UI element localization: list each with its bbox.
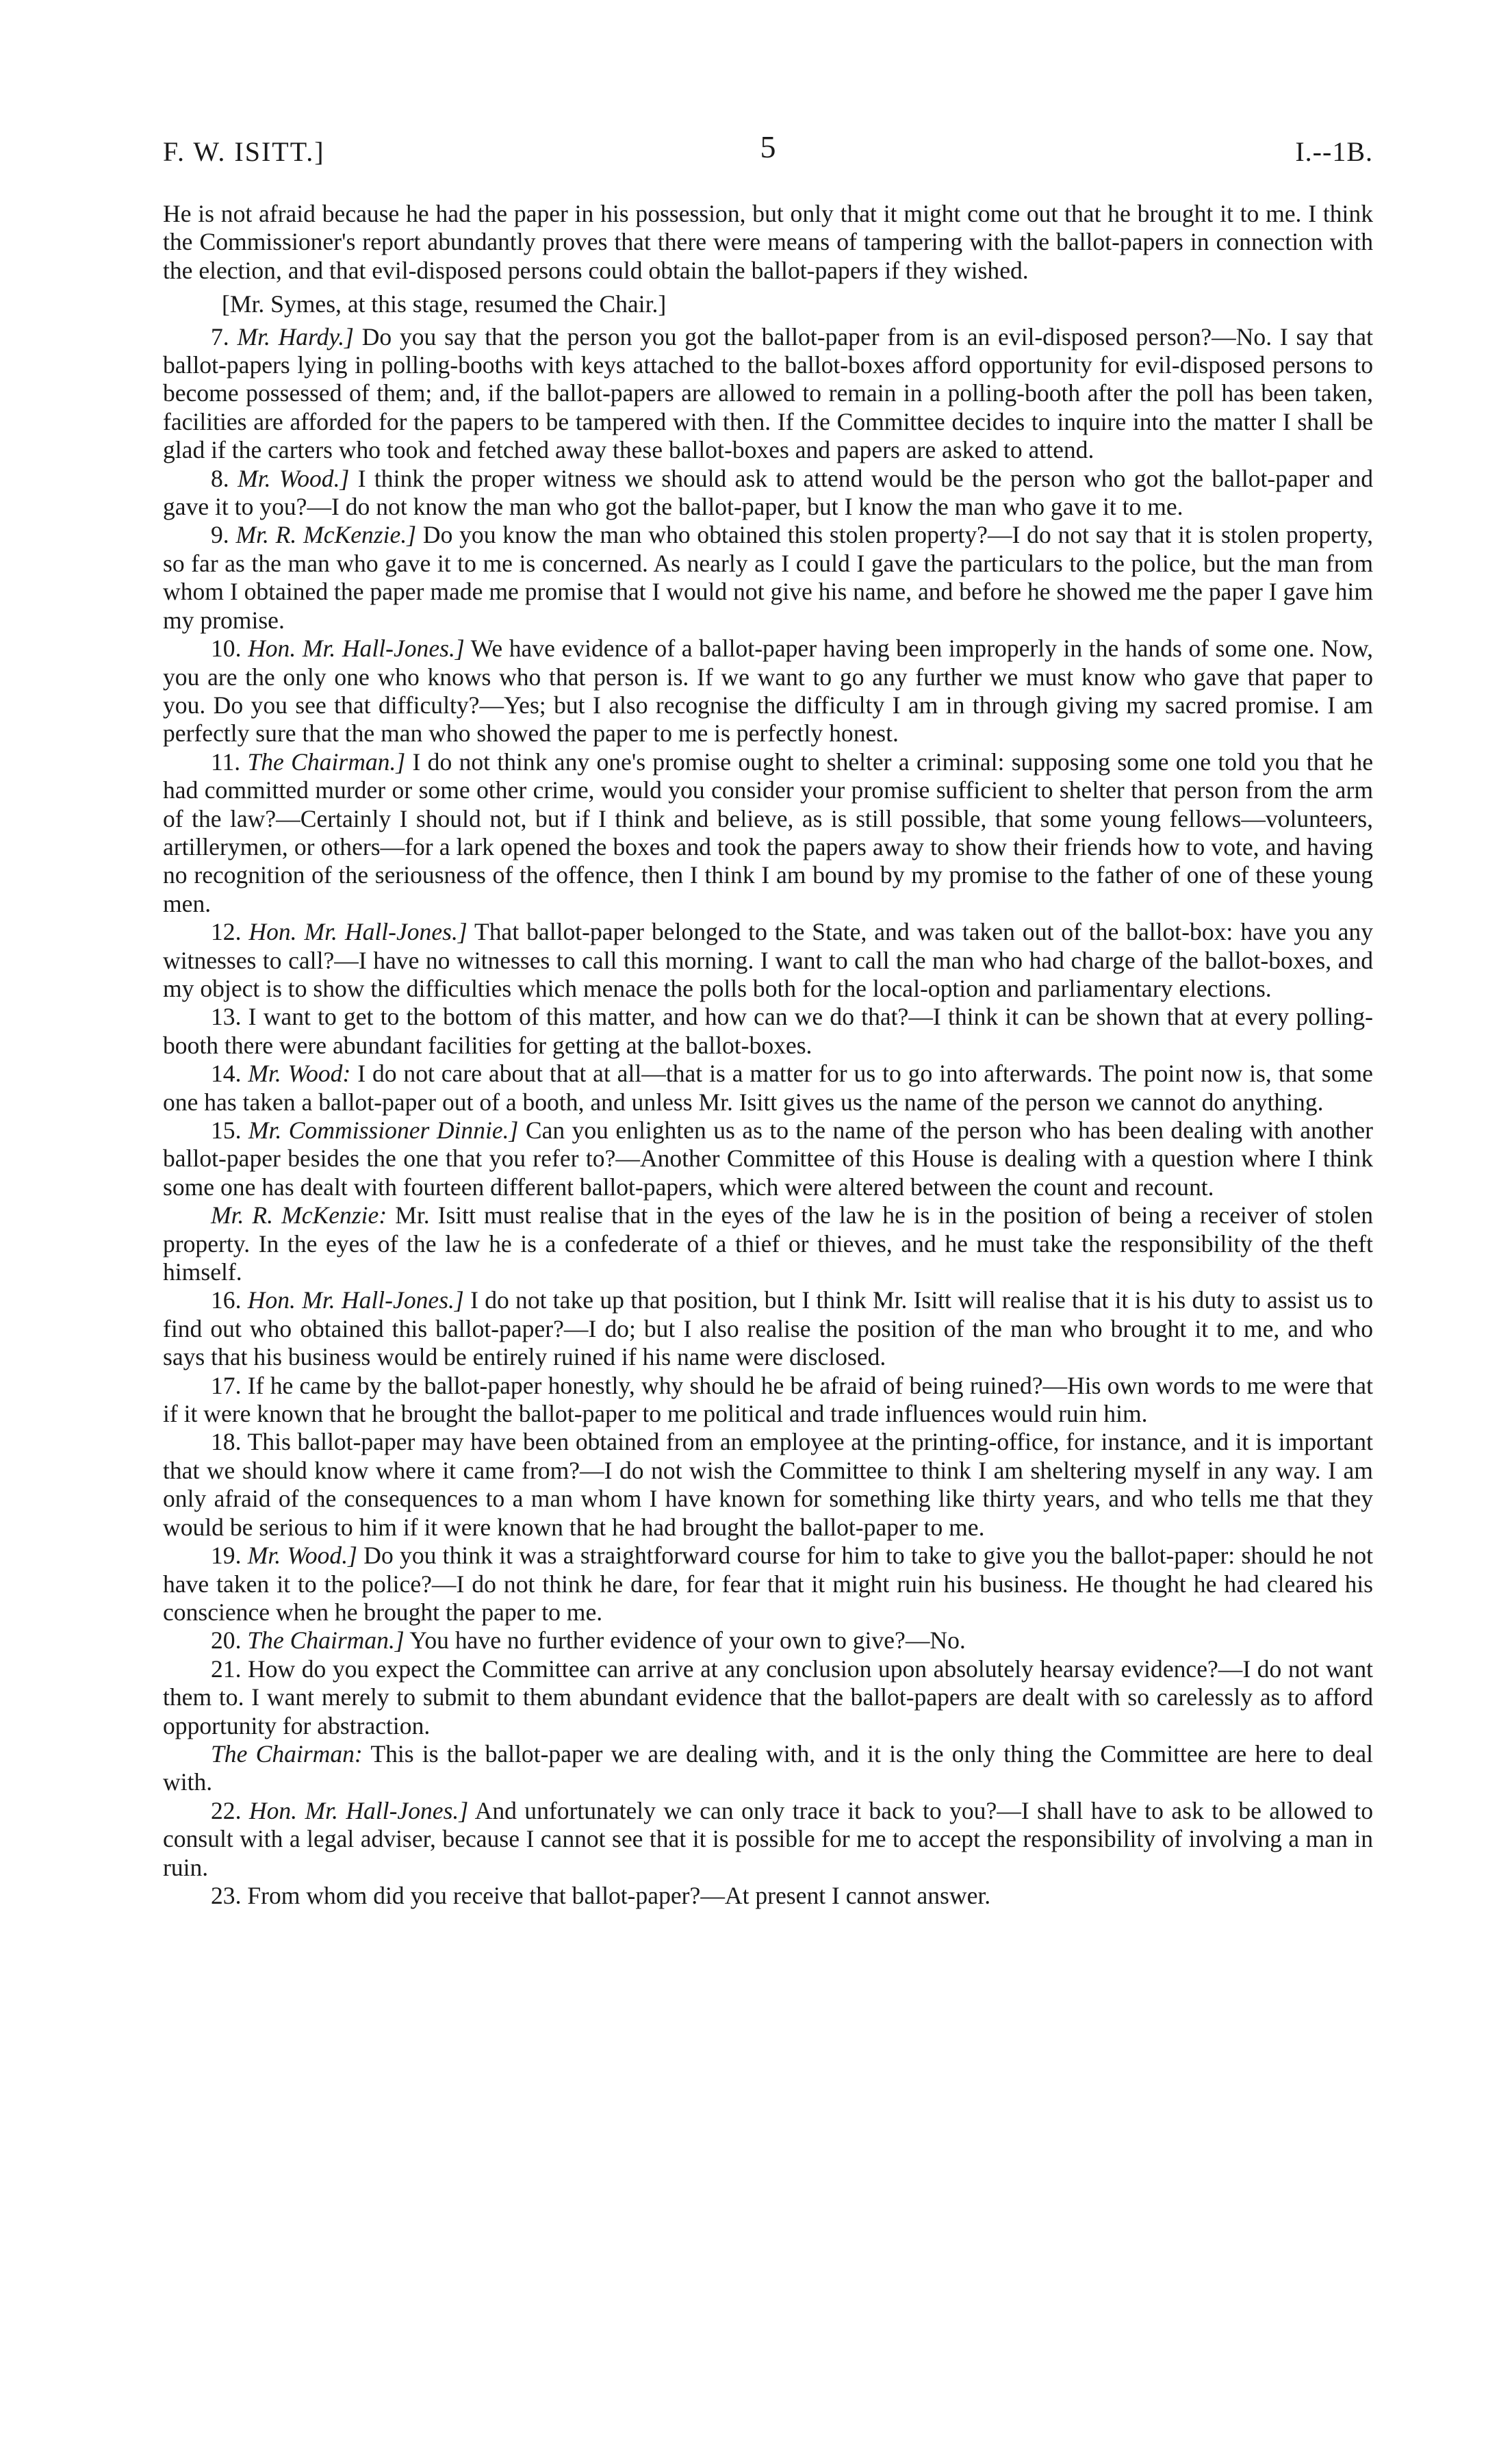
question-number: 8.: [211, 464, 238, 492]
speaker-name: Mr. Wood:: [248, 1060, 351, 1088]
speaker-name: Hon. Mr. Hall-Jones.]: [248, 918, 467, 946]
question-list: [163, 323, 1373, 1911]
speaker-name: Mr. Commissioner Dinnie.]: [248, 1116, 519, 1144]
question-number: 22.: [211, 1796, 249, 1824]
question-paragraph: [163, 1003, 1373, 1060]
transcript-body: [163, 200, 1373, 1910]
question-paragraph: [163, 1655, 1373, 1740]
speaker-name: Mr. Hardy.]: [237, 322, 354, 350]
question-number: 15.: [211, 1116, 248, 1144]
question-text: Do you know the man who obtained this stolen property?—I do not say that it is stolen property, so far as the man who gave it to me is concerned. As nearly as I could I gave the particulars to the police, but the man from whom I obtained the paper made me promise that I would not give his name, and before he showed me the paper I gave him my promise.: [163, 521, 1374, 634]
question-text: Do you say that the person you got the ballot-paper from is an evil-disposed person?—No. I say that ballot-papers lying in polling-booths with keys attached to the ballot-boxes afford opportunity for evil-disposed persons to become possessed of them; and, if the ballot-papers are allowed to remain in a polling-booth after the poll has been taken, facilities are afforded for the papers to be tampered with then. If the Committee decides to inquire into the matter I shall be glad if the carters who took and fetched away these ballot-boxes and papers are asked to attend.: [163, 322, 1373, 464]
question-text: And unfortunately we can only trace it back to you?—I shall have to ask to be allowed to consult with a legal adviser, because I cannot see that it is possible for me to accept the responsibility of involving a man in ruin.: [163, 1796, 1373, 1881]
question-paragraph: [163, 918, 1373, 1003]
question-number: 13.: [211, 1003, 248, 1031]
question-text: Mr. Isitt must realise that in the eyes of the law he is in the position of being a receiver of stolen property. In the eyes of the law he is a confederate of a thief or thieves, and he must take the responsibility of the theft himself.: [163, 1201, 1373, 1286]
question-paragraph: [163, 1542, 1373, 1626]
question-number: 9.: [211, 521, 236, 549]
question-paragraph: [163, 748, 1373, 918]
question-number: 19.: [211, 1542, 248, 1570]
speaker-name: Hon. Mr. Hall-Jones.]: [247, 1286, 464, 1314]
question-text: This is the ballot-paper we are dealing with, and it is the only thing the Committee are here to deal with.: [163, 1739, 1374, 1796]
question-text: I want to get to the bottom of this matter, and how can we do that?—I think it can be shown that at every polling-booth there were abundant facilities for getting at the ballot-boxes.: [163, 1003, 1373, 1059]
stage-direction: [Mr. Symes, at this stage, resumed the Chair.]: [222, 290, 667, 318]
question-paragraph: [163, 323, 1373, 465]
question-number: 21.: [211, 1655, 248, 1683]
question-number: 23.: [211, 1881, 248, 1909]
speaker-name: Mr. R. McKenzie:: [211, 1201, 387, 1229]
question-text: From whom did you receive that ballot-paper?—At present I cannot answer.: [247, 1881, 991, 1909]
question-number: 14.: [211, 1060, 248, 1088]
question-paragraph: [163, 1286, 1373, 1371]
question-paragraph: [163, 521, 1373, 635]
question-paragraph: [163, 635, 1373, 748]
speaker-name: The Chairman:: [211, 1739, 363, 1768]
question-number: 11.: [211, 748, 248, 776]
page-header: [163, 129, 1373, 170]
question-text: How do you expect the Committee can arrive at any conclusion upon absolutely hearsay evidence?—I do not want them to. I want merely to submit to them abundant evidence that the ballot-papers are dealt with so carelessly as to afford opportunity for abstraction.: [163, 1655, 1373, 1739]
question-number: 16.: [211, 1286, 248, 1314]
question-paragraph: [163, 1428, 1373, 1542]
question-paragraph: [163, 1797, 1373, 1882]
question-number: 10.: [211, 635, 248, 663]
question-paragraph: [163, 1740, 1373, 1797]
question-paragraph: [163, 1626, 1373, 1655]
question-text: This ballot-paper may have been obtained from an employee at the printing-office, for instance, and it is important that we should know where it came from?—I do not wish the Committee to think I am sheltering myself in any way. I am only afraid of the consequences to a man whom I have known for something like thirty years, and who tells me that they would be serious to him if it were known that he had brought the ballot-paper to me.: [163, 1428, 1373, 1541]
question-text: That ballot-paper belonged to the State, and was taken out of the ballot-box: have you any witnesses to call?—I have no witnesses to call this morning. I want to call the man who had charge of the ballot-boxes, and my object is to show the difficulties which menace the polls both for the local-option and parliamentary elections.: [163, 918, 1373, 1002]
question-number: 20.: [211, 1626, 248, 1655]
speaker-name: Mr. Wood.]: [238, 464, 350, 492]
question-paragraph: [163, 465, 1373, 522]
question-text: I do not care about that at all—that is a matter for us to go into afterwards. The point now is, that some one has taken a ballot-paper out of a booth, and unless Mr. Isitt gives us the name of the person we cannot do anything.: [163, 1060, 1373, 1116]
speaker-name: Mr. R. McKenzie.]: [235, 521, 417, 549]
question-text: I do not think any one's promise ought to shelter a criminal: supposing some one told you that he had committed murder or some other crime, would you consider your promise sufficient to shelter that person from the arm of the law?—Certainly I should not, but if I think and believe, as is still possible, that some young fellows—volunteers, artillerymen, or others—for a lark opened the boxes and took the papers away to show their friends how to vote, and having no recognition of the seriousness of the offence, then I think I am bound by my promise to the father of one of these young men.: [163, 748, 1373, 917]
question-paragraph: [163, 1201, 1373, 1286]
question-number: 17.: [211, 1371, 248, 1399]
question-number: 18.: [211, 1428, 248, 1456]
document-code: I.--1B.: [1295, 136, 1373, 167]
question-number: 12.: [211, 918, 249, 946]
question-number: 7.: [211, 322, 238, 350]
speaker-name: Mr. Wood.]: [247, 1542, 357, 1570]
speaker-name: The Chairman.]: [247, 748, 406, 776]
speaker-name: Hon. Mr. Hall-Jones.]: [248, 635, 465, 663]
question-text: If he came by the ballot-paper honestly, why should he be afraid of being ruined?—His own words to me were that if it were known that he brought the ballot-paper to me political and trade influences would ruin him.: [163, 1371, 1373, 1428]
question-paragraph: [163, 1882, 1373, 1910]
question-text: We have evidence of a ballot-paper having been improperly in the hands of some one. Now, you are the only one who knows who that person is. If we want to go any further we must know who gave that paper to you. Do you see that difficulty?—Yes; but I also recognise the difficulty I am in through giving my sacred promise. I am perfectly sure that the man who showed the paper to me is perfectly honest.: [163, 635, 1374, 748]
question-paragraph: [163, 1372, 1373, 1429]
question-text: You have no further evidence of your own to give?—No.: [404, 1626, 966, 1655]
question-paragraph: [163, 1060, 1373, 1116]
opening-paragraph: He is not afraid because he had the paper in his possession, but only that it might come out that he brought it to me. I think the Commissioner's report abundantly proves that there were means of tampering with the ballot-papers in connection with the election, and that evil-disposed persons could obtain the ballot-papers if they wished.: [163, 200, 1373, 284]
speaker-name: Hon. Mr. Hall-Jones.]: [248, 1796, 469, 1824]
witness-name: F. W. ISITT.]: [163, 136, 325, 167]
question-text: Do you think it was a straightforward course for him to take to give you the ballot-paper: should he not have taken it to the police?—I do not think he dare, for fear that it might ruin his business. He thought he had cleared his conscience when he brought the paper to me.: [163, 1542, 1373, 1626]
speaker-name: The Chairman.]: [247, 1626, 405, 1655]
question-text: Can you enlighten us as to the name of the person who has been dealing with another ballot-paper besides the one that you refer to?—Another Committee of this House is dealing with a question where I think some one has dealt with fourteen different ballot-papers, which were altered between the count and recount.: [163, 1116, 1373, 1201]
question-text: I do not take up that position, but I think Mr. Isitt will realise that it is his duty to assist us to find out who obtained this ballot-paper?—I do; but I also realise the position of the man who brought it to me, and who says that his business would be entirely ruined if his name were disclosed.: [163, 1286, 1374, 1371]
question-paragraph: [163, 1116, 1373, 1201]
page-number: 5: [760, 129, 776, 164]
question-text: I think the proper witness we should ask to attend would be the person who got the ballot-paper and gave it to you?—I do not know the man who got the ballot-paper, but I know the man who gave it to me.: [163, 464, 1374, 521]
